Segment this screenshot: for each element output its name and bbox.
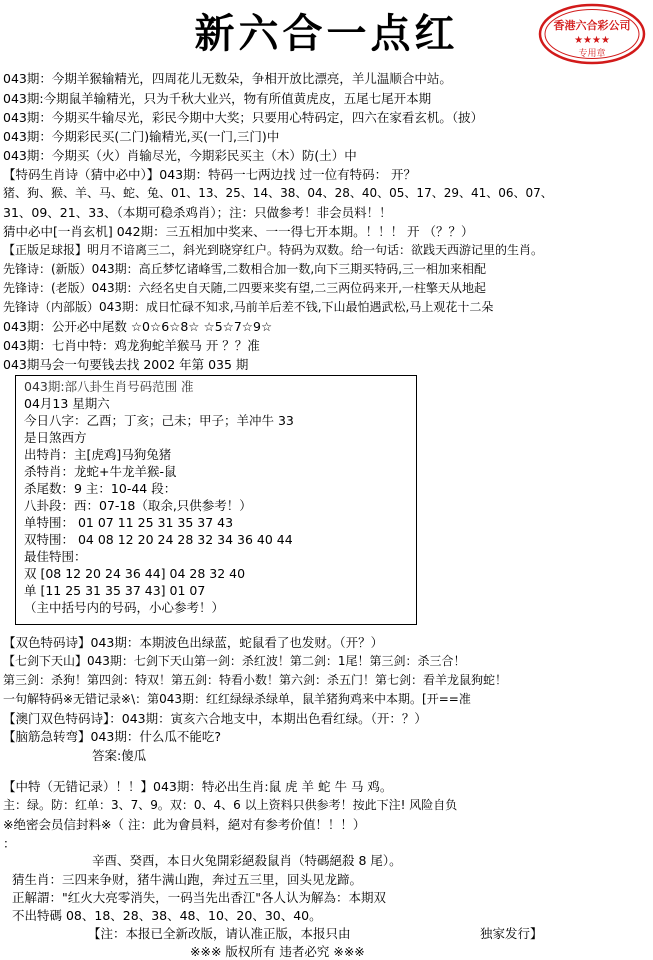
text-line: 猜中必中[一肖玄机] 042期：三五相加中奖来、一一得七开本期。！！！ 开 （？？） (3, 224, 474, 239)
text-line: 先锋诗：(老版）043期：六经名史自天随,二四要来奖有望,二三两位码来开,一柱擎天从地起 (3, 281, 487, 295)
text-line: 【澳门双色特码诗】：043期：寅亥六合地支中，本期出色看红绿。（开：？） (3, 711, 427, 726)
text-line: 【注：本报已全新改版，请认准正版，本报只由 (88, 926, 351, 941)
text-line: 独家发行】 (480, 926, 543, 941)
box-line: 是日煞西方 (24, 430, 87, 445)
box-line: 双 [08 12 20 24 36 44] 04 28 32 40 (24, 566, 246, 581)
box-line: 双特围： 04 08 12 20 24 28 32 34 36 40 44 (24, 532, 293, 547)
text-line: 辛酉、癸酉，本日火兔開彩絕殺鼠肖（特碼絕殺 8 尾）。 (92, 853, 402, 868)
riddle-answer: 答案:傻瓜 (92, 748, 147, 763)
text-line: 猪、狗、猴、羊、马、蛇、兔、01、13、25、14、38、04、28、40、05、17、29、41、06、07、 (3, 186, 553, 200)
box-line: （主中括号内的号码，小心参考！） (24, 600, 225, 615)
box-line: 单 [11 25 31 35 37 43] 01 07 (24, 583, 206, 598)
seal-stars: ★★★★ (574, 35, 610, 46)
box-line: 今日八字：乙酉；丁亥；己未；甲子；羊冲牛 33 (24, 413, 294, 428)
text-line: ※绝密会员信封料※（ 注：此为會員料，絕对有参考价值！！！） (3, 817, 366, 832)
box-line: 04月13 星期六 (24, 396, 110, 411)
text-line: 043期：今期彩民买(二门)输精光,买(一门,三门)中 (3, 129, 280, 144)
text-line: 猜生肖：三四来争财，猪牛满山跑，奔过五三里，回头见龙蹄。 (12, 872, 363, 887)
text-line: 043期：今期买（火）肖输尽光，今期彩民买主（木）防(土）中 (3, 148, 357, 163)
seal-top-text: 香港六合彩公司 (553, 19, 631, 32)
text-line: 先锋诗：(新版）043期：高丘梦忆诸峰雪,二数相合加一数,向下三期买特码,三一相加来相配 (3, 262, 487, 276)
text-line: 主：绿。防：红单：3、7、9。双：0、4、6 以上资料只供参考！按此下注! 风险自负 (3, 798, 458, 812)
box-line: 杀特肖：龙蛇+牛龙羊猴-鼠 (24, 464, 177, 479)
text-line: 043期:今期鼠羊输精光，只为千秋大业兴，物有所值黄虎皮，五尾七尾开本期 (3, 91, 432, 106)
bagua-info-box (15, 375, 417, 625)
text-line: 【中特（无错记录）！！】043期：特必出生肖:鼠 虎 羊 蛇 牛 马 鸡。 (3, 779, 393, 794)
text-line: 【正版足球报】明月不谙离三二，斜光到晓穿红户。特码为双数。给一句话：欲践天西游记里的生肖。 (3, 243, 544, 257)
text-line: 043期马会一句要钱去找 2002 年第 035 期 (3, 357, 249, 372)
page-title: 新六合一点红 (194, 10, 459, 57)
text-line: 【双色特码诗】043期：本期波色出绿蓝，蛇鼠看了也发财。（开？） (3, 635, 384, 650)
box-line: 杀尾数：9 主：10-44 段： (24, 481, 177, 496)
box-line: 单特围： 01 07 11 25 31 35 37 43 (24, 515, 234, 530)
text-line: 第三剑：杀狗！第四剑：特双！第五剑：特看小数！第六剑：杀五门！第七剑：看羊龙鼠狗蛇！ (3, 673, 508, 687)
box-line: 043期:部八卦生肖号码范围 准 (24, 379, 194, 394)
text-line: 【特码生肖诗（猜中必中）】043期：特码一七两边找 过一位有特码： 开？ (3, 167, 417, 182)
text-line: 【脑筋急转弯】043期：什么瓜不能吃? (3, 729, 221, 744)
text-line: 043期：公开必中尾数 ☆0☆6☆8☆ ☆5☆7☆9☆ (3, 319, 273, 334)
text-line: 043期：七肖中特：鸡龙狗蛇羊猴马 开 ？？准 (3, 338, 260, 353)
copyright-line: ※※※ 版权所有 违者必究 ※※※ (190, 944, 365, 959)
text-line: 【七剑下天山】043期：七剑下天山第一剑：杀红波！第二剑：1尾！第三剑：杀三合！ (3, 654, 466, 668)
seal-bottom-text: 专用章 (578, 49, 606, 59)
text-line: 31、09、21、33、（本期可稳杀鸡肖）；注：只做参考！非会员料！！ (3, 205, 392, 220)
text-line: 043期：今期买牛输尽光，彩民今期中大奖；只要用心特码定，四六在家看玄机。（披） (3, 110, 484, 125)
company-seal (537, 2, 647, 66)
text-line: ： (3, 836, 16, 851)
text-line: 一句解特码※无错记录※\：第043期：红红绿绿杀绿单，鼠羊猪狗鸡来中本期。[开==准 (3, 692, 471, 706)
text-line: 先锋诗（内部版）043期：成日忙碌不知求,马前羊后差不钱,下山最怕遇武松,马上观花十二朵 (3, 300, 494, 314)
box-line: 最佳特围： (24, 549, 87, 564)
text-line: 不出特碼 08、18、28、38、48、10、20、30、40。 (12, 908, 322, 923)
text-line: 正解謂："红火大亮零消失，一码当先出香江"各人认为解為：本期双 (12, 890, 387, 905)
text-line: 043期：今期羊猴输精光，四周花儿无数朵，争相开放比漂亮，羊儿温顺合中站。 (3, 71, 452, 86)
box-line: 出特肖：主[虎鸡]马狗兔猪 (24, 447, 172, 462)
box-line: 八卦段：西：07-18（取余,只供参考！） (24, 498, 252, 513)
